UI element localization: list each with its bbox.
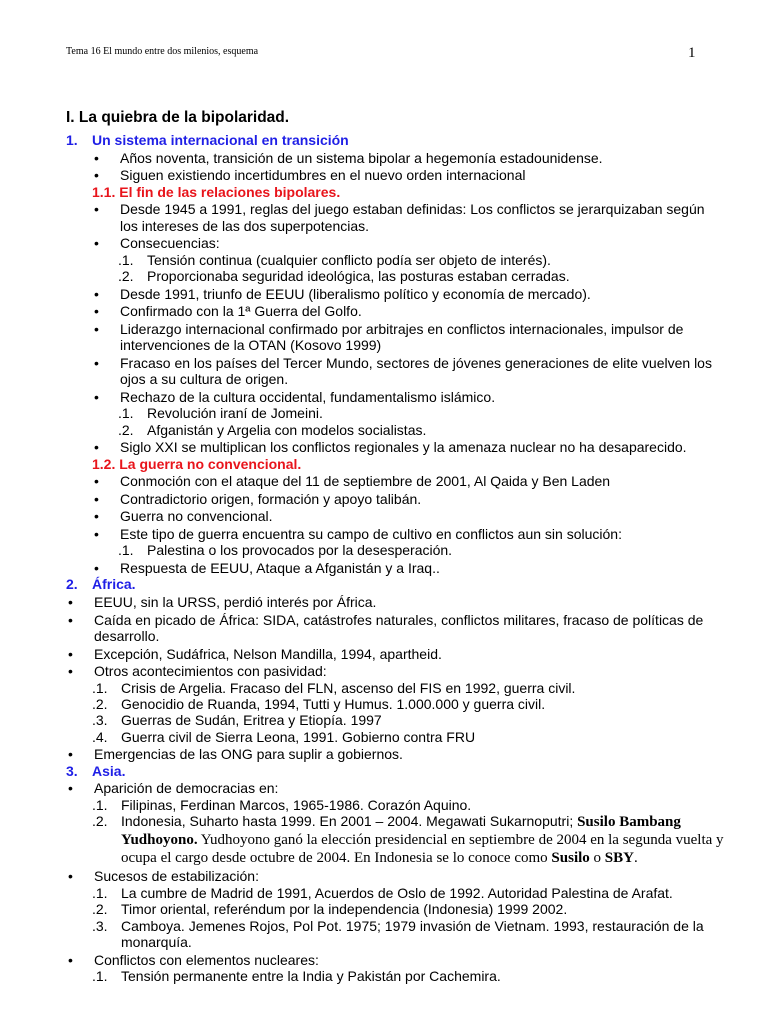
bullet-icon: •	[68, 746, 73, 763]
list-item: • Siglo XXI se multiplican los conflictos regionales y la amenaza nuclear no ha desaparecido.	[94, 439, 687, 456]
list-item: • Este tipo de guerra encuentra su campo de cultivo en conflictos aun sin solución:	[94, 525, 622, 542]
list-item: • Guerra no convencional.	[94, 508, 273, 525]
list-item: • Desde 1945 a 1991, reglas del juego estaban definidas: Los conflictos se jerarquizaban según los intereses de las dos superpotencias.	[94, 201, 705, 234]
bullet-icon: •	[94, 525, 99, 542]
list-item: • Confirmado con la 1ª Guerra del Golfo.	[94, 303, 362, 320]
sub-list-item: .2. Afganistán y Argelia con modelos socialistas.	[118, 421, 427, 438]
sub-list-item: .2. Proporcionaba seguridad ideológica, las posturas estaban cerradas.	[118, 268, 570, 284]
bullet-icon: •	[94, 201, 99, 218]
bullet-icon: •	[94, 490, 99, 507]
list-item: • Años noventa, transición de un sistema bipolar a hegemonía estadounidense.	[94, 149, 603, 166]
sub-list-item: .2. Timor oriental, referéndum por la independencia (Indonesia) 1999 2002.	[92, 901, 568, 918]
list-item: • Caída en picado de África: SIDA, catástrofes naturales, conflictos militares, fracaso de políticas de desarrollo.	[68, 611, 704, 644]
section-title: Asia.	[92, 762, 126, 779]
list-item: • Aparición de democracias en:	[68, 780, 279, 797]
section-3-heading	[66, 763, 726, 779]
list-item: • Fracaso en los países del Tercer Mundo, sectores de jóvenes generaciones de elite vuelven los ojos a su cultura de origen.	[94, 354, 712, 388]
section-1-heading	[66, 132, 726, 148]
bullet-icon: •	[68, 663, 73, 680]
bullet-icon: •	[94, 303, 99, 320]
main-heading: I. La quiebra de la bipolaridad.	[66, 109, 290, 126]
list-item: • Conflictos con elementos nucleares:	[68, 951, 319, 968]
bullet-icon: •	[68, 868, 73, 885]
section-number: 3.	[66, 762, 78, 779]
list-item: • Conmoción con el ataque del 11 de septiembre de 2001, Al Qaida y Ben Laden	[94, 473, 611, 490]
bullet-icon: •	[94, 320, 99, 337]
bullet-icon: •	[94, 354, 99, 371]
section-title: Un sistema internacional en transición	[92, 132, 349, 148]
subsection-1-2-heading: 1.2. La guerra no convencional.	[92, 455, 302, 472]
running-header: Tema 16 El mundo entre dos milenios, esquema	[66, 46, 259, 57]
list-item: • Contradictorio origen, formación y apoyo talibán.	[94, 490, 422, 507]
bullet-icon: •	[94, 235, 99, 252]
sub-list-item: .4. Guerra civil de Sierra Leona, 1991. Gobierno contra FRU	[92, 728, 476, 745]
section-2-heading	[66, 576, 726, 592]
bullet-icon: •	[94, 439, 99, 456]
sub-list-item: .1. Crisis de Argelia. Fracaso del FLN, ascenso del FIS en 1992, guerra civil.	[92, 679, 576, 696]
list-item: • Otros acontecimientos con pasividad:	[68, 663, 327, 680]
sub-list-item: .1. Tensión continua (cualquier conflicto podía ser objeto de interés).	[118, 251, 551, 268]
list-item: • Rechazo de la cultura occidental, fundamentalismo islámico.	[94, 388, 496, 405]
list-item: • Consecuencias:	[94, 235, 220, 252]
bullet-icon: •	[94, 508, 99, 525]
bullet-icon: •	[94, 149, 99, 166]
section-title: África.	[92, 576, 136, 593]
sub-list-item: .3. Camboya. Jemenes Rojos, Pol Pot. 1975; 1979 invasión de Vietnam. 1993, restauración de la monarquía.	[92, 917, 704, 950]
sub-list-item: .1. Filipinas, Ferdinan Marcos, 1965-1986. Corazón Aquino.	[92, 796, 472, 813]
bullet-icon: •	[94, 167, 99, 184]
list-item: • Liderazgo internacional confirmado por arbitrajes en conflictos internacionales, impulsor de intervenciones de la OTAN (Kosovo 1999)	[94, 320, 684, 354]
page-number: 1	[688, 45, 696, 61]
subsection-1-1-heading: 1.1. El fin de las relaciones bipolares.	[92, 183, 341, 200]
list-item: • Emergencias de las ONG para suplir a gobiernos.	[68, 746, 403, 763]
sub-list-item: .1. Revolución iraní de Jomeini.	[118, 405, 323, 422]
bullet-icon: •	[94, 285, 99, 302]
sub-list-item: .1. Tensión permanente entre la India y Pakistán por Cachemira.	[92, 968, 501, 984]
list-item: • Respuesta de EEUU, Ataque a Afganistán y a Iraq..	[94, 559, 440, 576]
list-item: • Excepción, Sudáfrica, Nelson Mandilla, 1994, apartheid.	[68, 645, 442, 662]
sub-list-item: .3. Guerras de Sudán, Eritrea y Etiopía. 1997	[92, 712, 382, 729]
sub-list-item: .1. La cumbre de Madrid de 1991, Acuerdos de Oslo de 1992. Autoridad Palestina de Arafat.	[92, 884, 673, 901]
document-body	[66, 108, 726, 984]
bullet-icon: •	[68, 645, 73, 662]
sub-list-item: .2. Indonesia, Suharto hasta 1999. En 2001 – 2004. Megawati Sukarnoputri; Susilo Bambang Yudhoyono. Yudhoyono ganó la elección presidencial en septiembre de 2004 en la segunda vuelta y ocupa el cargo desde octubre de 2004. En Indonesia se lo conoce como Susilo o SBY.	[92, 813, 724, 867]
list-item: • EEUU, sin la URSS, perdió interés por África.	[68, 593, 377, 610]
bullet-icon: •	[68, 780, 73, 797]
bullet-icon: •	[94, 559, 99, 576]
bullet-icon: •	[68, 951, 73, 968]
bullet-icon: •	[94, 473, 99, 490]
bullet-icon: •	[68, 593, 73, 610]
list-item: • Sucesos de estabilización:	[68, 868, 259, 885]
section-number: 1.	[66, 132, 78, 148]
bullet-icon: •	[68, 611, 73, 628]
section-number: 2.	[66, 576, 78, 593]
sub-list-item: .2. Genocidio de Ruanda, 1994, Tutti y Humus. 1.000.000 y guerra civil.	[92, 695, 546, 712]
bullet-icon: •	[94, 388, 99, 405]
list-item: • Siguen existiendo incertidumbres en el nuevo orden internacional	[94, 167, 526, 184]
sub-list-item: .1. Palestina o los provocados por la desesperación.	[118, 542, 453, 559]
list-item: • Desde 1991, triunfo de EEUU (liberalismo político y economía de mercado).	[94, 285, 591, 302]
